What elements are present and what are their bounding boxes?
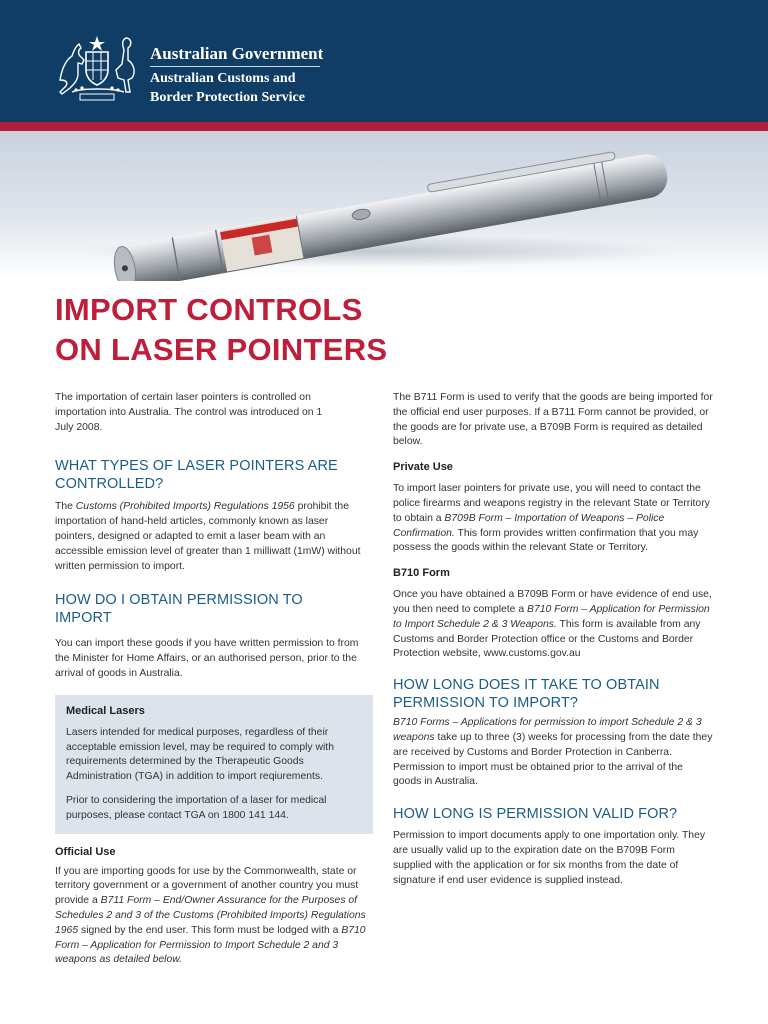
b710-forms-title: B710 Forms – Applications for permission to import Schedule 2 & 3 weapons bbox=[393, 717, 702, 743]
header-red-stripe bbox=[0, 122, 768, 131]
regulation-title: Customs (Prohibited Imports) Regulations 1956 bbox=[75, 501, 295, 513]
government-title: Australian Government bbox=[150, 44, 324, 63]
heading-private-use: Private Use bbox=[393, 461, 453, 474]
laser-types-paragraph: The Customs (Prohibited Imports) Regulations 1956 prohibit the importation of hand-held articles, commonly known as laser pointers, designed or adapted to emit a laser beam with an accessible emission level of greater than 1 milliwatt (1mW) without written permission to import. bbox=[55, 501, 361, 572]
b709b-form-title: B709B Form – Importation of Weapons – Police Confirmation. bbox=[393, 512, 665, 539]
b710-paragraph: Once you have obtained a B709B Form or have evidence of end use, you then need to complete a B710 Form – Application for Permission to Import Schedule 2 & 3 Weapons. This form is available from any Customs and Border Protection office or the Customs and Border Protection website, www.customs.gov.au bbox=[393, 589, 712, 660]
coat-of-arms-logo bbox=[52, 30, 142, 102]
government-header bbox=[0, 0, 768, 122]
heading-official-use: Official Use bbox=[55, 845, 116, 858]
b711-paragraph: The B711 Form is used to verify that the goods are being imported for the official end user purposes. If a B711 Form cannot be provided, or the goods are for private use, a B709B Form is required as detailed below. bbox=[393, 392, 713, 448]
agency-name-line2: Border Protection Service bbox=[150, 90, 305, 105]
b710-form-title: B710 Form – Application for Permission to Import Schedule 2 and 3 weapons as detailed below. bbox=[55, 924, 366, 966]
title-line2: ON LASER POINTERS bbox=[55, 332, 388, 367]
intro-paragraph: The importation of certain laser pointers is controlled on importation into Australia. The control was introduced on 1 July 2008. bbox=[55, 392, 323, 433]
heading-valid-for: HOW LONG IS PERMISSION VALID FOR? bbox=[393, 806, 678, 823]
left-column bbox=[55, 391, 380, 968]
laser-pointer-photo bbox=[0, 131, 768, 281]
validity-paragraph: Permission to import documents apply to one importation only. They are usually valid up to the expiration date on the B709B Form supplied with the application or for six months from the date of signature if end user evidence is supplied instead. bbox=[393, 830, 706, 886]
right-column bbox=[393, 391, 713, 888]
b711-form-title: B711 Form – End/Owner Assurance for the Purposes of Schedules 2 and 3 of the Customs (Prohibited Imports) Regulations 1965 bbox=[55, 895, 366, 936]
medical-paragraph-1: Lasers intended for medical purposes, regardless of their acceptable emission level, may be required to comply with requirements determined by the Therapeutic Goods Administration (TGA) in addition to import reqiurements. bbox=[66, 726, 334, 783]
heading-b710-form: B710 Form bbox=[393, 567, 450, 580]
official-use-paragraph: If you are importing goods for use by the Commonwealth, state or territory government or a government of another country you must provide a B711 Form – End/Owner Assurance for the Purposes of Schedules 2 and 3 of the Customs (Prohibited Imports) Regulations 1965 signed by the end user. This form must be lodged with a B710 Form – Application for Permission to Import Schedule 2 and 3 weapons as detailed below. bbox=[55, 865, 366, 966]
medical-lasers-box bbox=[55, 695, 373, 834]
b710-application-title: B710 Form – Application for Permission to Import Schedule 2 & 3 Weapons. bbox=[393, 603, 710, 630]
document-title bbox=[55, 290, 387, 370]
processing-time-paragraph: B710 Forms – Applications for permission to import Schedule 2 & 3 weapons take up to three (3) weeks for processing from the date they are received by Customs and Border Protection in Canberra. Permission to import must be obtained prior to the arrival of the goods in Australia. bbox=[393, 717, 713, 788]
medical-paragraph-2: Prior to considering the importation of a laser for medical purposes, please contact TGA on 1800 141 144. bbox=[66, 794, 327, 821]
agency-name-line1: Australian Customs and bbox=[150, 71, 296, 86]
title-line1: IMPORT CONTROLS bbox=[55, 292, 363, 327]
permission-paragraph: You can import these goods if you have written permission to from the Minister for Home Affairs, or an authorised person, prior to the arrival of goods in Australia. bbox=[55, 638, 359, 679]
heading-obtain-permission: HOW DO I OBTAIN PERMISSION TO IMPORT bbox=[55, 592, 303, 627]
heading-medical-lasers: Medical Lasers bbox=[66, 704, 145, 717]
private-use-paragraph: To import laser pointers for private use, you will need to contact the police firearms and weapons registry in the relevant State or Territory to obtain a B709B Form – Importation of Weapons – Police Confirmation. This form provides written confirmation that you may possess the goods within the relevant State or Territory. bbox=[393, 483, 710, 554]
heading-laser-types: WHAT TYPES OF LASER POINTERS ARE CONTROLLED? bbox=[55, 458, 338, 493]
heading-how-long-obtain: HOW LONG DOES IT TAKE TO OBTAIN PERMISSION TO IMPORT? bbox=[393, 677, 660, 712]
header-divider bbox=[150, 66, 320, 67]
